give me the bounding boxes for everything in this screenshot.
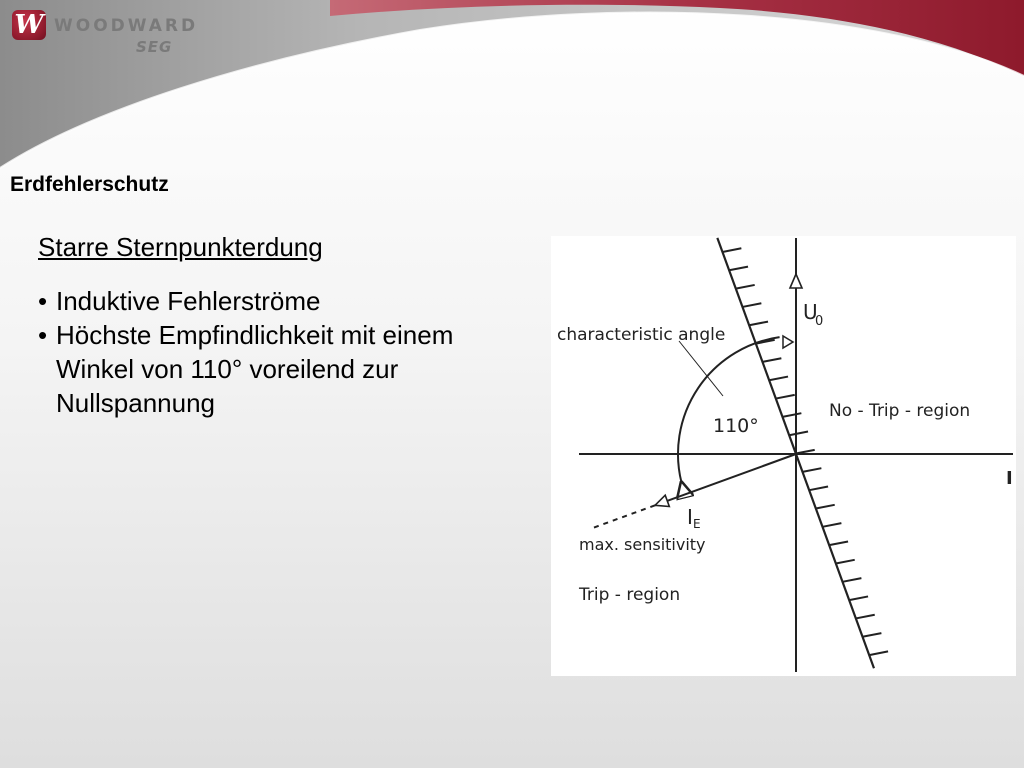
current-axis-label: I	[1006, 468, 1013, 489]
slide-heading: Erdfehlerschutz	[10, 173, 169, 196]
slide-content	[38, 232, 538, 420]
boundary-hatch	[769, 377, 788, 381]
current-vector-label: I	[687, 505, 693, 529]
phasor-diagram	[551, 236, 1016, 676]
no-trip-region-label: No - Trip - region	[829, 401, 971, 421]
boundary-hatch	[869, 651, 888, 655]
brand-sub: SEG	[136, 38, 173, 56]
boundary-hatch	[809, 486, 828, 490]
phasor-diagram-panel	[551, 236, 1016, 676]
boundary-hatch	[823, 523, 842, 527]
current-vector-ie-arrowhead	[655, 495, 669, 506]
boundary-hatch	[829, 541, 848, 545]
angle-value-label: 110°	[713, 415, 759, 437]
boundary-hatch	[722, 248, 741, 252]
bullet-text-continuation: Nullspannung	[56, 388, 216, 418]
characteristic-angle-end-arrow	[783, 336, 793, 348]
boundary-hatch	[863, 633, 882, 637]
max-sensitivity-extension	[594, 505, 655, 527]
voltage-axis-arrowhead	[790, 274, 802, 288]
boundary-hatch	[729, 267, 748, 271]
voltage-axis-subscript: 0	[815, 314, 824, 329]
boundary-hatch	[789, 432, 808, 436]
brand-name: WOODWARD	[54, 16, 199, 36]
boundary-hatch	[776, 395, 795, 399]
boundary-hatch	[843, 578, 862, 582]
characteristic-angle-leader	[679, 341, 723, 396]
boundary-hatch	[796, 450, 815, 454]
slide-subtitle: Starre Sternpunkterdung	[38, 232, 323, 262]
boundary-hatch	[736, 285, 755, 289]
boundary-hatch	[856, 615, 875, 619]
boundary-hatch	[782, 413, 801, 417]
bullet-item	[38, 318, 538, 352]
current-vector-ie	[655, 454, 796, 505]
boundary-hatch	[762, 358, 781, 362]
characteristic-angle-label: characteristic angle	[557, 325, 726, 345]
current-vector-subscript: E	[693, 517, 701, 531]
brand-logo	[10, 6, 210, 56]
bullet-marker: •	[38, 286, 48, 316]
boundary-hatch	[749, 322, 768, 326]
max-sensitivity-label: max. sensitivity	[579, 535, 706, 554]
voltage-axis-label: U	[803, 300, 818, 324]
bullet-text: Höchste Empfindlichkeit mit einem	[56, 320, 454, 350]
boundary-hatch	[849, 596, 868, 600]
bullet-text-continuation: Winkel von 110° voreilend zur	[56, 354, 399, 384]
boundary-hatch	[802, 468, 821, 472]
bullet-marker: •	[38, 320, 48, 350]
boundary-hatch	[816, 505, 835, 509]
boundary-hatch	[742, 303, 761, 307]
trip-region-label: Trip - region	[579, 585, 681, 605]
boundary-hatch	[836, 560, 855, 564]
brand-logo-mark: W	[12, 10, 46, 40]
bullet-item	[38, 284, 538, 318]
bullet-text: Induktive Fehlerströme	[56, 286, 321, 316]
